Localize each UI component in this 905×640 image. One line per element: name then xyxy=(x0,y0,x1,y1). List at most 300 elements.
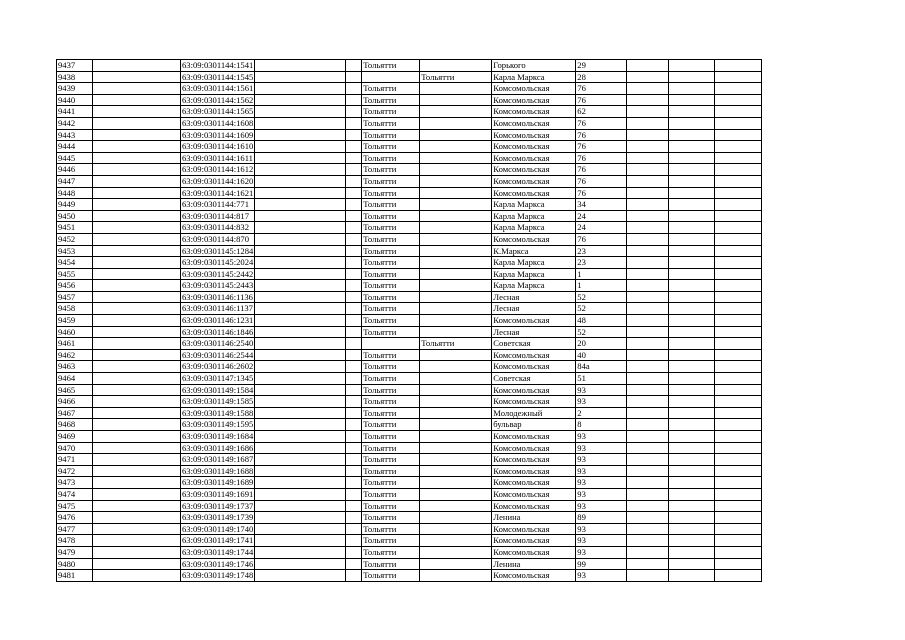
empty-cell xyxy=(255,152,346,164)
empty-cell xyxy=(346,349,362,361)
empty-cell xyxy=(346,129,362,141)
empty-cell xyxy=(93,280,181,292)
empty-cell xyxy=(669,106,715,118)
cadastral-number-cell: 63:09:0301144:1611 xyxy=(182,152,253,163)
empty-cell xyxy=(715,257,762,269)
empty-cell xyxy=(669,558,715,570)
empty-cell xyxy=(255,280,346,292)
row-number-cell: 9481 xyxy=(57,570,93,582)
house-number-cell: 76 xyxy=(576,187,627,199)
empty-cell xyxy=(715,60,762,72)
street-cell: Комсомольская xyxy=(492,546,576,558)
empty-cell xyxy=(255,396,346,408)
empty-cell xyxy=(93,152,181,164)
empty-cell xyxy=(93,373,181,385)
row-number-cell: 9462 xyxy=(57,349,93,361)
empty-cell xyxy=(627,152,669,164)
row-number-cell: 9444 xyxy=(57,141,93,153)
empty-cell xyxy=(93,233,181,245)
table-row xyxy=(57,570,762,582)
cadastral-number-cell: 63:09:0301149:1740 xyxy=(182,523,254,534)
empty-cell xyxy=(93,303,181,315)
street-cell: Комсомольская xyxy=(492,83,576,95)
city-alt-cell xyxy=(420,199,492,211)
house-number-cell: 76 xyxy=(576,175,627,187)
row-number-cell: 9479 xyxy=(57,546,93,558)
empty-cell xyxy=(669,512,715,524)
street-cell: Комсомольская xyxy=(492,535,576,547)
cadastral-number-cell: 63:09:0301145:2024 xyxy=(182,257,254,268)
table-row xyxy=(57,94,762,106)
empty-cell xyxy=(346,396,362,408)
empty-cell xyxy=(669,326,715,338)
empty-cell xyxy=(346,546,362,558)
empty-cell xyxy=(93,454,181,466)
city-alt-cell xyxy=(420,187,492,199)
city-cell: Тольятти xyxy=(362,373,420,385)
house-number-cell: 76 xyxy=(576,233,627,245)
table-row xyxy=(57,558,762,570)
empty-cell xyxy=(715,396,762,408)
empty-cell xyxy=(93,175,181,187)
empty-cell xyxy=(715,106,762,118)
empty-cell xyxy=(715,291,762,303)
house-number-cell: 76 xyxy=(576,164,627,176)
empty-cell xyxy=(627,338,669,350)
row-number-cell: 9470 xyxy=(57,442,93,454)
empty-cell xyxy=(346,558,362,570)
street-cell: Комсомольская xyxy=(492,442,576,454)
city-alt-cell xyxy=(420,442,492,454)
empty-cell xyxy=(715,361,762,373)
cadastral-number-cell: 63:09:0301144:1620 xyxy=(182,175,254,186)
row-number-cell: 9473 xyxy=(57,477,93,489)
empty-cell xyxy=(627,210,669,222)
table-row xyxy=(57,233,762,245)
table-row xyxy=(57,164,762,176)
table-row xyxy=(57,488,762,500)
empty-cell xyxy=(255,373,346,385)
house-number-cell: 89 xyxy=(576,512,627,524)
empty-cell xyxy=(93,488,181,500)
table-row xyxy=(57,407,762,419)
empty-cell xyxy=(255,361,346,373)
street-cell: Комсомольская xyxy=(492,187,576,199)
city-cell xyxy=(362,338,420,350)
house-number-cell: 93 xyxy=(576,477,627,489)
city-alt-cell xyxy=(420,83,492,95)
empty-cell xyxy=(255,465,346,477)
empty-cell xyxy=(627,477,669,489)
row-number-cell: 9468 xyxy=(57,419,93,431)
cadastral-number-cell: 63:09:0301149:1684 xyxy=(182,431,254,441)
street-cell: Комсомольская xyxy=(492,141,576,153)
city-alt-cell xyxy=(420,349,492,361)
empty-cell xyxy=(669,338,715,350)
empty-cell xyxy=(255,442,346,454)
row-number-cell: 9453 xyxy=(57,245,93,257)
empty-cell xyxy=(93,396,181,408)
cadastral-number-cell: 63:09:0301149:1737 xyxy=(182,500,254,511)
empty-cell xyxy=(255,512,346,524)
cadastral-number-cell: 63:09:0301145:2442 xyxy=(182,268,254,279)
city-alt-cell xyxy=(420,558,492,570)
empty-cell xyxy=(255,570,346,582)
street-cell: бульвар xyxy=(492,419,576,431)
house-number-cell: 93 xyxy=(576,396,627,408)
table-row xyxy=(57,419,762,431)
row-number-cell: 9467 xyxy=(57,407,93,419)
table-row xyxy=(57,477,762,489)
cadastral-number-cell: 63:09:0301144:1621 xyxy=(182,187,254,198)
row-number-cell: 9447 xyxy=(57,175,93,187)
empty-cell xyxy=(255,338,346,350)
empty-cell xyxy=(255,164,346,176)
house-number-cell: 52 xyxy=(576,326,627,338)
empty-cell xyxy=(346,141,362,153)
empty-cell xyxy=(669,291,715,303)
empty-cell xyxy=(627,396,669,408)
cadastral-number-cell: 63:09:0301145:1284 xyxy=(182,245,254,256)
cadastral-number-cell: 63:09:0301149:1687 xyxy=(182,454,254,465)
city-alt-cell xyxy=(420,477,492,489)
street-cell: Карла Маркса xyxy=(492,280,576,292)
table-row xyxy=(57,361,762,373)
empty-cell xyxy=(346,199,362,211)
empty-cell xyxy=(627,558,669,570)
cadastral-number-cell: 63:09:0301144:1541 xyxy=(182,60,254,70)
city-alt-cell xyxy=(420,488,492,500)
empty-cell xyxy=(255,546,346,558)
empty-cell xyxy=(255,291,346,303)
empty-cell xyxy=(346,83,362,95)
empty-cell xyxy=(93,141,181,153)
empty-cell xyxy=(715,141,762,153)
cadastral-number-cell: 63:09:0301149:1584 xyxy=(182,384,254,395)
empty-cell xyxy=(346,361,362,373)
empty-cell xyxy=(627,373,669,385)
empty-cell xyxy=(93,106,181,118)
empty-cell xyxy=(627,71,669,83)
empty-cell xyxy=(255,141,346,153)
empty-cell xyxy=(715,152,762,164)
city-cell: Тольятти xyxy=(362,303,420,315)
empty-cell xyxy=(255,71,346,83)
cadastral-number-cell: 63:09:0301146:2602 xyxy=(182,361,254,372)
table-row xyxy=(57,315,762,327)
empty-cell xyxy=(255,303,346,315)
city-alt-cell xyxy=(420,94,492,106)
cadastral-number-cell: 63:09:0301149:1739 xyxy=(182,512,254,523)
empty-cell xyxy=(627,535,669,547)
empty-cell xyxy=(346,268,362,280)
street-cell: Ленина xyxy=(492,558,576,570)
house-number-cell: 62 xyxy=(576,106,627,118)
city-cell: Тольятти xyxy=(362,210,420,222)
city-cell: Тольятти xyxy=(362,431,420,443)
empty-cell xyxy=(93,222,181,234)
city-cell: Тольятти xyxy=(362,233,420,245)
city-cell: Тольятти xyxy=(362,465,420,477)
street-cell: Комсомольская xyxy=(492,164,576,176)
row-number-cell: 9449 xyxy=(57,199,93,211)
empty-cell xyxy=(346,291,362,303)
table-row xyxy=(57,199,762,211)
empty-cell xyxy=(715,210,762,222)
empty-cell xyxy=(627,546,669,558)
empty-cell xyxy=(255,419,346,431)
empty-cell xyxy=(715,83,762,95)
house-number-cell: 76 xyxy=(576,152,627,164)
table-row xyxy=(57,268,762,280)
empty-cell xyxy=(346,431,362,443)
row-number-cell: 9480 xyxy=(57,558,93,570)
table-row xyxy=(57,60,762,72)
empty-cell xyxy=(93,245,181,257)
city-cell: Тольятти xyxy=(362,291,420,303)
city-cell: Тольятти xyxy=(362,454,420,466)
empty-cell xyxy=(93,512,181,524)
table-row xyxy=(57,512,762,524)
row-number-cell: 9472 xyxy=(57,465,93,477)
empty-cell xyxy=(627,199,669,211)
empty-cell xyxy=(255,523,346,535)
empty-cell xyxy=(627,117,669,129)
empty-cell xyxy=(93,349,181,361)
city-cell: Тольятти xyxy=(362,570,420,582)
house-number-cell: 48 xyxy=(576,315,627,327)
house-number-cell: 52 xyxy=(576,291,627,303)
row-number-cell: 9438 xyxy=(57,71,93,83)
cadastral-number-cell: 63:09:0301144:817 xyxy=(181,210,255,222)
house-number-cell: 93 xyxy=(576,546,627,558)
cadastral-number-cell: 63:09:0301149:1691 xyxy=(182,488,254,499)
row-number-cell: 9474 xyxy=(57,488,93,500)
empty-cell xyxy=(669,210,715,222)
row-number-cell: 9443 xyxy=(57,129,93,141)
table-row xyxy=(57,175,762,187)
house-number-cell: 24 xyxy=(576,222,627,234)
row-number-cell: 9437 xyxy=(57,60,93,72)
empty-cell xyxy=(669,373,715,385)
city-cell: Тольятти xyxy=(362,523,420,535)
cadastral-number-cell: 63:09:0301149:1748 xyxy=(182,570,254,581)
city-alt-cell xyxy=(420,268,492,280)
house-number-cell: 76 xyxy=(576,141,627,153)
empty-cell xyxy=(715,442,762,454)
empty-cell xyxy=(346,407,362,419)
empty-cell xyxy=(669,477,715,489)
empty-cell xyxy=(346,257,362,269)
city-cell: Тольятти xyxy=(362,152,420,164)
empty-cell xyxy=(255,477,346,489)
table-row xyxy=(57,129,762,141)
table-row xyxy=(57,349,762,361)
empty-cell xyxy=(93,523,181,535)
row-number-cell: 9460 xyxy=(57,326,93,338)
cadastral-number-cell: 63:09:0301144:1609 xyxy=(182,129,254,140)
street-cell: Комсомольская xyxy=(492,106,576,118)
empty-cell xyxy=(93,558,181,570)
empty-cell xyxy=(715,268,762,280)
city-cell: Тольятти xyxy=(362,94,420,106)
street-cell: Советская xyxy=(492,338,576,350)
house-number-cell: 93 xyxy=(576,384,627,396)
row-number-cell: 9459 xyxy=(57,315,93,327)
table-row xyxy=(57,338,762,350)
city-cell xyxy=(362,71,420,83)
street-cell: Комсомольская xyxy=(492,117,576,129)
table-row xyxy=(57,117,762,129)
empty-cell xyxy=(346,477,362,489)
empty-cell xyxy=(627,315,669,327)
city-alt-cell xyxy=(420,129,492,141)
empty-cell xyxy=(627,384,669,396)
empty-cell xyxy=(255,187,346,199)
table-row xyxy=(57,535,762,547)
street-cell: Комсомольская xyxy=(492,396,576,408)
row-number-cell: 9476 xyxy=(57,512,93,524)
empty-cell xyxy=(93,361,181,373)
empty-cell xyxy=(93,535,181,547)
city-cell: Тольятти xyxy=(362,175,420,187)
city-cell: Тольятти xyxy=(362,407,420,419)
house-number-cell: 93 xyxy=(576,431,627,443)
house-number-cell: 40 xyxy=(576,349,627,361)
city-cell: Тольятти xyxy=(362,488,420,500)
empty-cell xyxy=(669,442,715,454)
row-number-cell: 9478 xyxy=(57,535,93,547)
street-cell: Молодежный xyxy=(492,407,576,419)
empty-cell xyxy=(627,280,669,292)
empty-cell xyxy=(93,465,181,477)
city-cell: Тольятти xyxy=(362,558,420,570)
city-alt-cell xyxy=(420,117,492,129)
empty-cell xyxy=(627,454,669,466)
empty-cell xyxy=(669,257,715,269)
empty-cell xyxy=(669,280,715,292)
row-number-cell: 9439 xyxy=(57,83,93,95)
cadastral-number-cell: 63:09:0301149:1588 xyxy=(182,407,254,418)
city-cell: Тольятти xyxy=(362,129,420,141)
empty-cell xyxy=(627,349,669,361)
row-number-cell: 9448 xyxy=(57,187,93,199)
empty-cell xyxy=(669,60,715,72)
city-cell: Тольятти xyxy=(362,199,420,211)
house-number-cell: 93 xyxy=(576,570,627,582)
empty-cell xyxy=(255,315,346,327)
cadastral-number-cell: 63:09:0301149:1595 xyxy=(182,419,254,430)
house-number-cell: 99 xyxy=(576,558,627,570)
empty-cell xyxy=(346,210,362,222)
house-number-cell: 20 xyxy=(576,338,627,350)
cadastral-number-cell: 63:09:0301149:1689 xyxy=(182,477,254,488)
table-row xyxy=(57,396,762,408)
house-number-cell: 1 xyxy=(576,280,627,292)
empty-cell xyxy=(715,164,762,176)
empty-cell xyxy=(255,210,346,222)
street-cell: Лесная xyxy=(492,326,576,338)
house-number-cell: 76 xyxy=(576,94,627,106)
city-cell: Тольятти xyxy=(362,326,420,338)
house-number-cell: 29 xyxy=(576,60,627,72)
row-number-cell: 9442 xyxy=(57,117,93,129)
street-cell: Комсомольская xyxy=(492,477,576,489)
street-cell: Карла Маркса xyxy=(492,199,576,211)
empty-cell xyxy=(255,199,346,211)
empty-cell xyxy=(346,280,362,292)
city-cell: Тольятти xyxy=(362,535,420,547)
table-row xyxy=(57,303,762,315)
city-alt-cell xyxy=(420,361,492,373)
empty-cell xyxy=(255,60,346,72)
empty-cell xyxy=(255,106,346,118)
cadastral-number-cell: 63:09:0301146:1137 xyxy=(182,303,253,314)
empty-cell xyxy=(93,326,181,338)
cadastral-number-cell: 63:09:0301144:1608 xyxy=(182,117,254,128)
empty-cell xyxy=(669,233,715,245)
row-number-cell: 9465 xyxy=(57,384,93,396)
city-alt-cell xyxy=(420,280,492,292)
table-row xyxy=(57,106,762,118)
table-row xyxy=(57,291,762,303)
cadastral-number-cell: 63:09:0301149:1744 xyxy=(182,546,254,557)
empty-cell xyxy=(627,233,669,245)
city-alt-cell xyxy=(420,141,492,153)
empty-cell xyxy=(346,373,362,385)
empty-cell xyxy=(93,60,181,72)
cadastral-number-cell: 63:09:0301146:2540 xyxy=(182,338,254,349)
empty-cell xyxy=(669,349,715,361)
table-row xyxy=(57,245,762,257)
city-cell: Тольятти xyxy=(362,349,420,361)
city-alt-cell xyxy=(420,315,492,327)
city-alt-cell xyxy=(420,431,492,443)
empty-cell xyxy=(715,558,762,570)
empty-cell xyxy=(715,175,762,187)
empty-cell xyxy=(715,315,762,327)
city-cell: Тольятти xyxy=(362,268,420,280)
empty-cell xyxy=(627,187,669,199)
street-cell: Карла Маркса xyxy=(492,71,576,83)
row-number-cell: 9457 xyxy=(57,291,93,303)
cadastral-number-cell: 63:09:0301146:1846 xyxy=(182,326,254,337)
house-number-cell: 93 xyxy=(576,535,627,547)
city-alt-cell xyxy=(420,291,492,303)
city-cell: Тольятти xyxy=(362,477,420,489)
empty-cell xyxy=(255,407,346,419)
empty-cell xyxy=(346,500,362,512)
street-cell: Комсомольская xyxy=(492,500,576,512)
empty-cell xyxy=(255,454,346,466)
row-number-cell: 9454 xyxy=(57,257,93,269)
street-cell: Карла Маркса xyxy=(492,257,576,269)
house-number-cell: 93 xyxy=(576,465,627,477)
empty-cell xyxy=(627,94,669,106)
empty-cell xyxy=(346,419,362,431)
empty-cell xyxy=(627,291,669,303)
table-row xyxy=(57,465,762,477)
empty-cell xyxy=(346,222,362,234)
empty-cell xyxy=(715,71,762,83)
table-row xyxy=(57,280,762,292)
empty-cell xyxy=(346,233,362,245)
city-alt-cell: Тольятти xyxy=(420,338,492,350)
empty-cell xyxy=(93,268,181,280)
empty-cell xyxy=(346,384,362,396)
empty-cell xyxy=(669,71,715,83)
table-row xyxy=(57,431,762,443)
